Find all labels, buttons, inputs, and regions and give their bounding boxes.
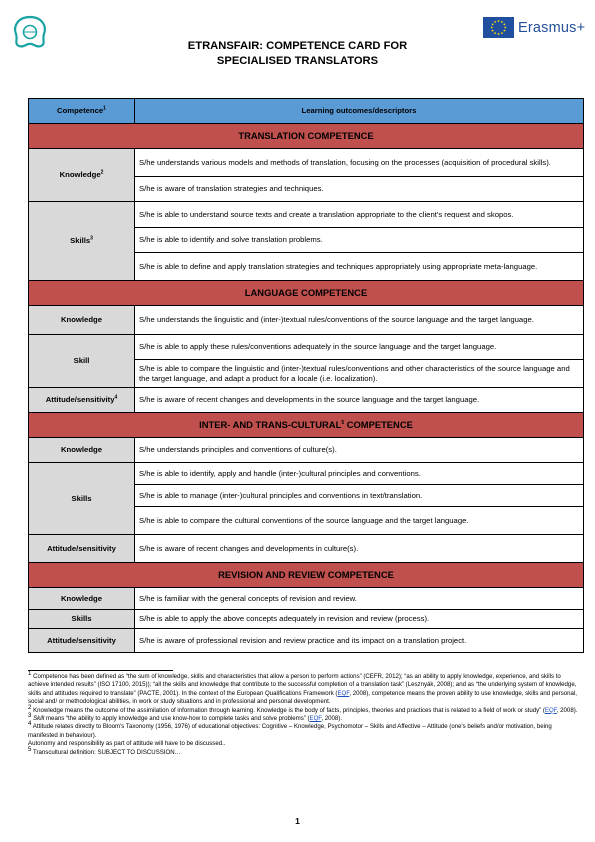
table-row: [29, 438, 584, 463]
descriptor-cell: S/he is able to understand source texts and create a translation appropriate to the client's request and skopos.: [135, 202, 584, 228]
header-learning-outcomes: Learning outcomes/descriptors: [135, 99, 584, 124]
table-row: [29, 463, 584, 485]
descriptor-cell: S/he understands various models and methods of translation, focusing on the processes (acquisition of procedural skills).: [135, 149, 584, 177]
section-row: [29, 563, 584, 588]
category-cell: Skill: [29, 335, 135, 388]
eqf-link[interactable]: EQF: [337, 689, 350, 697]
document-title: [0, 39, 595, 68]
category-cell: Knowledge: [29, 588, 135, 610]
category-cell: Attitude/sensitivity: [29, 629, 135, 653]
category-cell: Skills: [29, 463, 135, 535]
descriptor-cell: S/he is able to manage (inter-)cultural principles and conventions in text/translation.: [135, 485, 584, 507]
section-row: [29, 124, 584, 149]
table-row: [29, 335, 584, 360]
descriptor-cell: S/he is able to identify and solve translation problems.: [135, 228, 584, 253]
footnote-5: 5 Transcultural definition: SUBJECT TO DISCUSSION…: [28, 745, 181, 756]
title-line-1: ETRANSFAIR: COMPETENCE CARD FOR: [187, 40, 408, 52]
footnote-2: 2 Knowledge means the outcome of the assimilation of information through learning. Knowledge is the body of facts, principles, theories and practices that is related to a field of work or study” (EQF, 2008).: [28, 703, 578, 714]
category-cell: Knowledge: [29, 438, 135, 463]
descriptor-cell: S/he is able to apply these rules/conventions adequately in the source language and the target language.: [135, 335, 584, 360]
category-cell: Skills$^3$: [29, 202, 135, 281]
descriptor-cell: S/he understands the linguistic and (inter-)textual rules/conventions of the source language and the target language.: [135, 306, 584, 335]
descriptor-cell: S/he is able to define and apply translation strategies and techniques appropriately using appropriate meta-language.: [135, 253, 584, 281]
section-row: [29, 281, 584, 306]
descriptor-cell: S/he is aware of recent changes and developments in culture(s).: [135, 535, 584, 563]
descriptor-cell: S/he understands principles and conventions of culture(s).: [135, 438, 584, 463]
category-cell: Knowledge$^2$: [29, 149, 135, 202]
table-header-row: [29, 99, 584, 124]
eqf-link[interactable]: EQF: [544, 706, 557, 714]
descriptor-cell: S/he is aware of professional revision and review practice and its impact on a translation project.: [135, 629, 584, 653]
descriptor-cell: S/he is able to compare the linguistic and (inter-)textual rules/conventions and other characteristics of the source language and the target language, and adapt a product for a locale (i.e. localization).: [135, 360, 584, 388]
footnotes: [28, 669, 580, 757]
section-row: [29, 413, 584, 438]
footnote-separator: [28, 670, 173, 671]
erasmus-plus-wordmark: Erasmus+: [518, 19, 586, 36]
footnote-1: 1 Competence has been defined as “the sum of knowledge, skills and characteristics that allow a person to perform actions” (CEFR, 2012); “as an ability to apply knowledge, experience, and skills to achieve intended results” (ISO 17100, 2015)); “all the skills and knowledge that contribute to the successful completion of a translation task” (Lesznyák, 2008); and as “the underlying system of knowledge, skills and attitudes required to translate” (PACTE, 2001). In the context of the European Qualifications Framework (EQF, 2008), competence means the proven ability to use knowledge, skills and personal, social and/ or methodological abilities, in work or study situations and in professional and personal development.: [28, 669, 577, 706]
descriptor-cell: S/he is able to identify, apply and handle (inter-)cultural principles and conventions.: [135, 463, 584, 485]
eqf-link[interactable]: EQF: [309, 715, 322, 723]
table-row: [29, 388, 584, 413]
descriptor-cell: S/he is aware of recent changes and developments in the source language and the target language.: [135, 388, 584, 413]
table-row: [29, 202, 584, 228]
descriptor-cell: S/he is able to compare the cultural conventions of the source language and the target language.: [135, 507, 584, 535]
competence-table: [28, 98, 584, 653]
category-cell: Attitude/sensitivity$^4$: [29, 388, 135, 413]
table-row: [29, 306, 584, 335]
footnote-4-extra: Autonomy and responsibility as part of attitude will have to be discussed..: [28, 740, 226, 748]
category-cell: Skills: [29, 610, 135, 629]
title-line-2: SPECIALISED TRANSLATORS: [216, 54, 379, 67]
section-title: REVISION AND REVIEW COMPETENCE: [29, 563, 584, 588]
footnote-3: 3 Skill means “the ability to apply knowledge and use know-how to complete tasks and solve problems” (EQF, 2008).: [28, 712, 343, 723]
table-row: [29, 588, 584, 610]
section-title: LANGUAGE COMPETENCE: [29, 281, 584, 306]
descriptor-cell: S/he is aware of translation strategies and techniques.: [135, 177, 584, 202]
footnote-4: 4 Attitude relates directly to Bloom's Taxonomy (1956, 1976) of educational objectives: Cognitive – Knowledge, Psychomotor – Skills and Affective – Attitude (one's beliefs and/or motivation, being manifested in behaviour).: [28, 720, 552, 739]
section-title: TRANSLATION COMPETENCE: [29, 124, 584, 149]
table-row: [29, 629, 584, 653]
page-number: 1: [295, 816, 300, 826]
header-competence: Competence$^1$: [29, 99, 135, 124]
section-title: INTER- AND TRANS-CULTURAL$^5$ COMPETENCE: [29, 413, 584, 438]
descriptor-cell: S/he is able to apply the above concepts adequately in revision and review (process).: [135, 610, 584, 629]
table-row: [29, 610, 584, 629]
table-row: [29, 149, 584, 177]
erasmus-plus-logo: [483, 17, 585, 38]
table-row: [29, 535, 584, 563]
eu-flag-icon: [483, 17, 514, 38]
category-cell: Knowledge: [29, 306, 135, 335]
descriptor-cell: S/he is familiar with the general concepts of revision and review.: [135, 588, 584, 610]
category-cell: Attitude/sensitivity: [29, 535, 135, 563]
